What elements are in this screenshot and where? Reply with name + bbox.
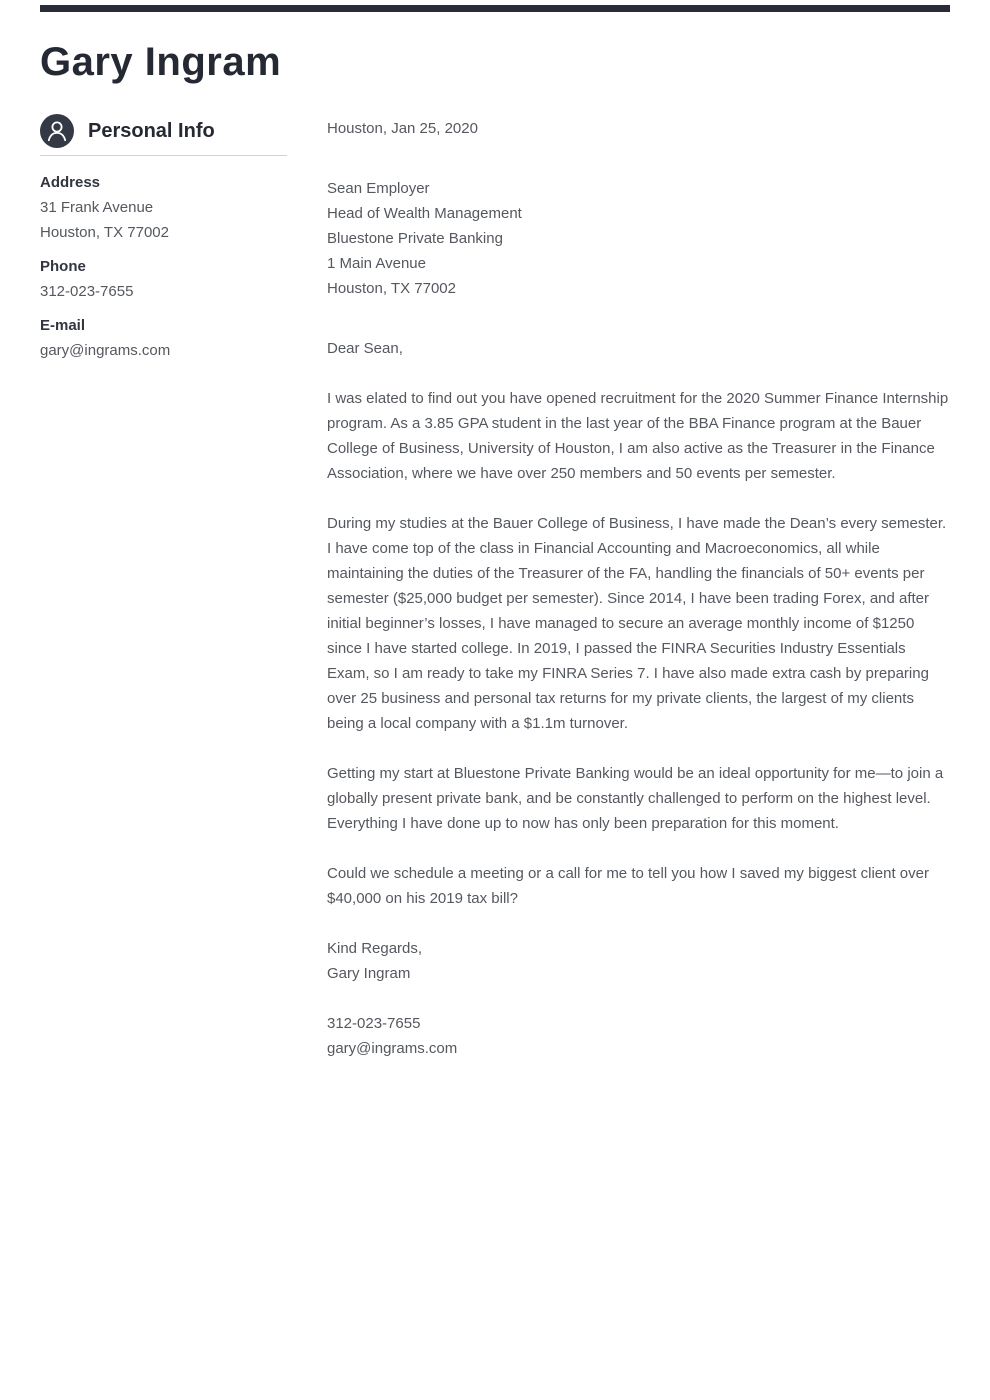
contact-block bbox=[327, 1011, 950, 1061]
recipient-line: Sean Employer bbox=[327, 180, 430, 197]
recipient-block bbox=[327, 176, 950, 301]
letter-body bbox=[327, 114, 950, 1061]
closing-line: Gary Ingram bbox=[327, 965, 411, 982]
page-title: Gary Ingram bbox=[40, 40, 282, 84]
recipient-line: Bluestone Private Banking bbox=[327, 230, 503, 247]
person-icon bbox=[40, 114, 74, 148]
contact-email: gary@ingrams.com bbox=[327, 1040, 458, 1057]
field-label: E-mail bbox=[40, 317, 86, 334]
letter-paragraph: I was elated to find out you have opened recruitment for the 2020 Summer Finance Internship program. As a 3.85 GPA student in the last year of the BBA Finance program at the Bauer College of Business, University of Houston, I am also active as the Treasurer in the Finance Association, where we have over 250 members and 50 events per semester. bbox=[327, 390, 949, 482]
field-label: Phone bbox=[40, 258, 86, 275]
content-columns bbox=[0, 114, 990, 1061]
field-value: gary@ingrams.com bbox=[40, 342, 171, 359]
address-field bbox=[40, 170, 287, 245]
recipient-line: 1 Main Avenue bbox=[327, 255, 426, 272]
field-value: Houston, TX 77002 bbox=[40, 224, 169, 241]
field-value: 31 Frank Avenue bbox=[40, 199, 154, 216]
recipient-line: Head of Wealth Management bbox=[327, 205, 522, 222]
letter-paragraph: Getting my start at Bluestone Private Banking would be an ideal opportunity for me—to join a globally present private bank, and be constantly challenged to perform on the highest level. Everything I have done up to now has only been preparation for this moment. bbox=[327, 765, 944, 832]
letter-date: Houston, Jan 25, 2020 bbox=[327, 120, 478, 137]
personal-info-sidebar bbox=[40, 114, 287, 363]
section-title: Personal Info bbox=[88, 119, 215, 142]
email-field bbox=[40, 313, 287, 363]
salutation: Dear Sean, bbox=[327, 340, 403, 357]
letter-paragraph: During my studies at the Bauer College of Business, I have made the Dean’s every semester. I have come top of the class in Financial Accounting and Macroeconomics, all while maintaining the duties of the Treasurer of the FA, handling the financials of 50+ events per semester ($25,000 budget per semester). Since 2014, I have been trading Forex, and after initial beginner’s losses, I have managed to secure an average monthly income of $1250 since I have started college. In 2019, I passed the FINRA Securities Industry Essentials Exam, so I am ready to take my FINRA Series 7. I have also made extra cash by preparing over 25 business and personal tax returns for my private clients, the largest of my clients being a local company with a $1.1m turnover. bbox=[327, 515, 947, 732]
contact-phone: 312-023-7655 bbox=[327, 1015, 421, 1032]
phone-field bbox=[40, 254, 287, 304]
letter-paragraph: Could we schedule a meeting or a call for me to tell you how I saved my biggest client over $40,000 on his 2019 tax bill? bbox=[327, 865, 929, 907]
closing-block bbox=[327, 936, 950, 986]
recipient-line: Houston, TX 77002 bbox=[327, 280, 456, 297]
personal-info-heading bbox=[40, 114, 287, 148]
sidebar-divider bbox=[40, 155, 287, 156]
closing-line: Kind Regards, bbox=[327, 940, 423, 957]
field-label: Address bbox=[40, 174, 101, 191]
field-value: 312-023-7655 bbox=[40, 283, 134, 300]
top-accent-bar bbox=[40, 5, 950, 12]
